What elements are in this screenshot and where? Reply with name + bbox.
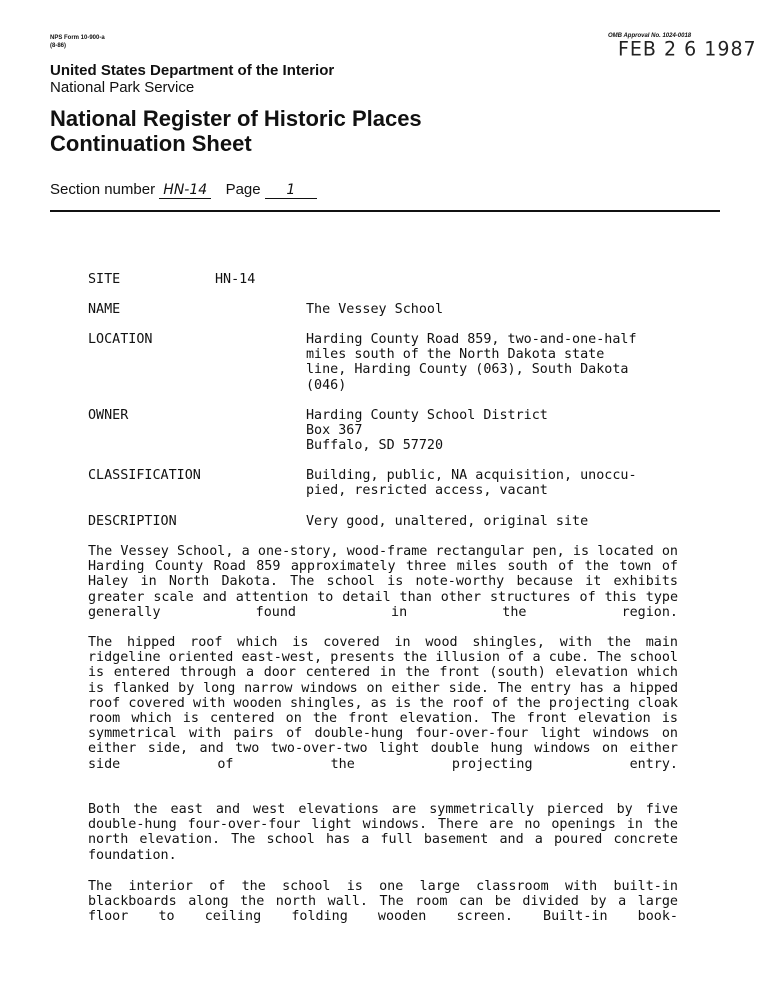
owner-label: OWNER bbox=[88, 408, 129, 423]
page-number-value: 1 bbox=[265, 182, 317, 199]
name-value: The Vessey School bbox=[306, 302, 444, 317]
paragraph-2: The hipped roof which is covered in wood shingles, with the main ridgeline oriented east-west, presents the illusion of a cube. The school is entered through a door centered in the front (south) elevation which is flanked by long narrow windows on either side. The entry has a hipped roof covered with wooden shingles, as is the roof of the projecting cloak room which is centered on the front elevation. The front elevation is symmetrical with pairs of double-hung four-over-four light windows on either side, and two two-over-two light double hung windows on either side of the projecting entry. bbox=[88, 635, 678, 772]
section-number-label: Section number bbox=[50, 181, 156, 198]
description-value: Very good, unaltered, original site bbox=[306, 514, 589, 529]
omb-approval: OMB Approval No. 1024-0018 bbox=[608, 33, 692, 39]
description-label: DESCRIPTION bbox=[88, 514, 177, 529]
document-title bbox=[50, 106, 422, 156]
classification-label: CLASSIFICATION bbox=[88, 468, 201, 483]
title-line-1: National Register of Historic Places bbox=[50, 106, 422, 131]
classification-value: Building, public, NA acquisition, unoccu- pied, resricted access, vacant bbox=[306, 468, 637, 499]
title-line-2: Continuation Sheet bbox=[50, 131, 252, 156]
header-divider bbox=[50, 210, 720, 212]
department-heading: United States Department of the Interior bbox=[50, 62, 335, 79]
paragraph-1: The Vessey School, a one-story, wood-frame rectangular pen, is located on Harding County Road 859 approximately three miles south of the town of Haley in North Dakota. The school is note-worthy because it exhibits greater scale and attention to detail than other structures of this type generally found in the region. bbox=[88, 544, 678, 620]
form-date-text: (8-86) bbox=[50, 43, 67, 49]
form-number bbox=[50, 34, 105, 50]
location-label: LOCATION bbox=[88, 332, 153, 347]
paragraph-3: Both the east and west elevations are symmetrically pierced by five double-hung four-over-four light windows. There are no openings in the north elevation. The school has a full basement and a poured concrete foundation. bbox=[88, 802, 678, 863]
name-label: NAME bbox=[88, 302, 121, 317]
owner-value: Harding County School District Box 367 Buffalo, SD 57720 bbox=[306, 408, 548, 454]
location-value: Harding County Road 859, two-and-one-half miles south of the North Dakota state line, Harding County (063), South Dakota (046) bbox=[306, 332, 637, 393]
section-number-value: HN-14 bbox=[159, 182, 211, 199]
site-value: HN-14 bbox=[215, 272, 256, 287]
page-label: Page bbox=[225, 181, 261, 198]
service-heading: National Park Service bbox=[50, 79, 195, 96]
section-page-line bbox=[50, 181, 317, 199]
form-number-text: NPS Form 10-900-a bbox=[50, 35, 105, 41]
received-date-stamp: FEB 2 6 1987 bbox=[618, 37, 757, 61]
site-label: SITE bbox=[88, 272, 121, 287]
paragraph-4: The interior of the school is one large classroom with built-in blackboards along the north wall. The room can be divided by a large floor to ceiling folding wooden screen. Built-in book- bbox=[88, 879, 678, 925]
